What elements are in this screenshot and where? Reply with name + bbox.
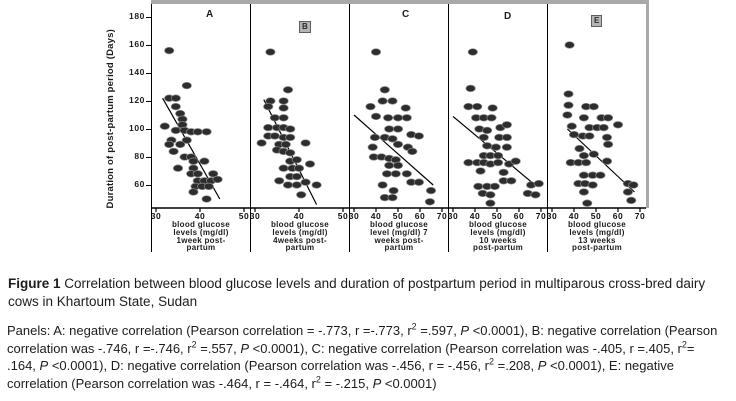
data-points — [464, 49, 544, 207]
x-axis-title-line: 10 weeks — [479, 235, 517, 245]
x-axis-title-line: levels (mg/dl) — [569, 227, 625, 237]
x-axis-title-line: post-partum — [572, 243, 622, 253]
x-axis-title-line: levels (mg/dl) — [173, 227, 229, 237]
x-axis-title — [251, 221, 349, 252]
x-axis-title-line: blood glucose — [270, 220, 330, 229]
x-axis-title — [152, 221, 250, 252]
x-tick-label: 40 — [194, 211, 206, 221]
figure-right-border — [646, 0, 649, 208]
data-points — [563, 42, 638, 207]
x-axis-title-line: weeks post- — [374, 235, 424, 245]
x-tick-label: 60 — [414, 211, 426, 221]
scatter-plot — [251, 0, 349, 220]
data-points — [160, 47, 222, 202]
x-axis-title-line: partum — [186, 243, 216, 253]
x-tick-label: 70 — [436, 211, 448, 221]
x-axis-title-line: levels (mg/dl) — [470, 227, 526, 237]
scatter-plot — [548, 0, 646, 220]
panel-label-b: B — [299, 21, 311, 33]
data-points — [257, 49, 321, 198]
x-axis-title — [350, 221, 448, 252]
figure-top-border — [151, 0, 646, 4]
x-axis-title-line: blood glucose — [369, 220, 429, 229]
x-tick-label: 50 — [337, 211, 349, 221]
y-axis-title-text: Duration of post-partum period (Days) — [105, 29, 116, 209]
x-tick-label: 40 — [293, 211, 305, 221]
x-axis-title-line: blood glucose — [468, 220, 528, 229]
x-axis-title-line: partum — [384, 243, 414, 253]
data-points — [366, 49, 436, 205]
scatter-panels — [151, 0, 646, 252]
panel-label-d: D — [504, 11, 512, 22]
figure-notes: Panels: A: negative correlation (Pearson correlation = -.773, r =-.773, $r^2 =.597$, P <0.0001), B: negative correlation (Pearson correlation was -.746, r =-.746, $r^2 =.557$, P <0.0001), C: negative correlation (Pearson correlation was -.405, r =.405, $r^2= .164$, P <0.0001), D: negative correlation (Pearson correlation was -.456, r = -.456, $r^2 =.208$, P <0.0001), E: negative correlation (Pearson correlation was -.464, r = -.464, $r^2 = -.215$, P <0.0001) — [7, 321, 718, 391]
x-tick-label: 50 — [590, 211, 602, 221]
x-axis-title-line: blood glucose — [171, 220, 231, 229]
y-tick-label: 160 — [129, 39, 145, 49]
x-axis-title-line: 13 weeks — [578, 235, 616, 245]
x-axis-title-line: levels (mg/dl) — [272, 227, 328, 237]
x-tick-label: 30 — [150, 211, 162, 221]
scatter-panel-a — [151, 0, 250, 252]
x-tick-label: 50 — [491, 211, 503, 221]
y-tick-label: 80 — [134, 151, 145, 161]
x-axis-title-line: partum — [285, 243, 315, 253]
x-tick-label: 60 — [513, 211, 525, 221]
scatter-panel-c — [349, 0, 448, 252]
y-tick-label: 60 — [134, 179, 145, 189]
scatter-panel-d — [448, 0, 547, 252]
x-axis-title-line: 1week post- — [176, 235, 226, 245]
x-tick-label: 40 — [370, 211, 382, 221]
scatter-plot — [350, 0, 448, 220]
scatter-plot — [152, 0, 250, 220]
x-axis-title — [449, 221, 547, 252]
y-tick-label: 180 — [129, 11, 145, 21]
y-tick-label: 100 — [129, 123, 145, 133]
panel-label-a: A — [206, 9, 214, 20]
x-tick-label: 50 — [392, 211, 404, 221]
x-axis-title-line: level (mg/dl) 7 — [370, 227, 428, 237]
panel-label-c: C — [402, 9, 410, 20]
x-tick-label: 30 — [348, 211, 360, 221]
x-tick-label: 70 — [535, 211, 547, 221]
x-tick-label: 40 — [568, 211, 580, 221]
x-tick-label: 40 — [469, 211, 481, 221]
y-tick-label: 140 — [129, 67, 145, 77]
x-axis-title — [548, 221, 646, 252]
x-tick-label: 30 — [447, 211, 459, 221]
x-axis-title-line: blood glucose — [567, 220, 627, 229]
x-tick-label: 30 — [546, 211, 558, 221]
scatter-panel-e — [547, 0, 646, 252]
x-axis-title-line: 4weeks post- — [273, 235, 327, 245]
x-tick-label: 30 — [249, 211, 261, 221]
x-axis-title-line: post-partum — [473, 243, 523, 253]
scatter-panel-b — [250, 0, 349, 252]
scatter-plot — [449, 0, 547, 220]
x-tick-label: 70 — [634, 211, 646, 221]
figure-caption: Figure 1 Correlation between blood glucose levels and duration of postpartum period in multiparous cross-bred dairy cows in Khartoum State, Sudan — [8, 276, 706, 309]
y-axis-title — [103, 26, 118, 212]
panel-label-e: E — [591, 15, 602, 27]
x-tick-label: 50 — [238, 211, 250, 221]
y-tick-label: 120 — [129, 95, 145, 105]
x-tick-label: 60 — [612, 211, 624, 221]
